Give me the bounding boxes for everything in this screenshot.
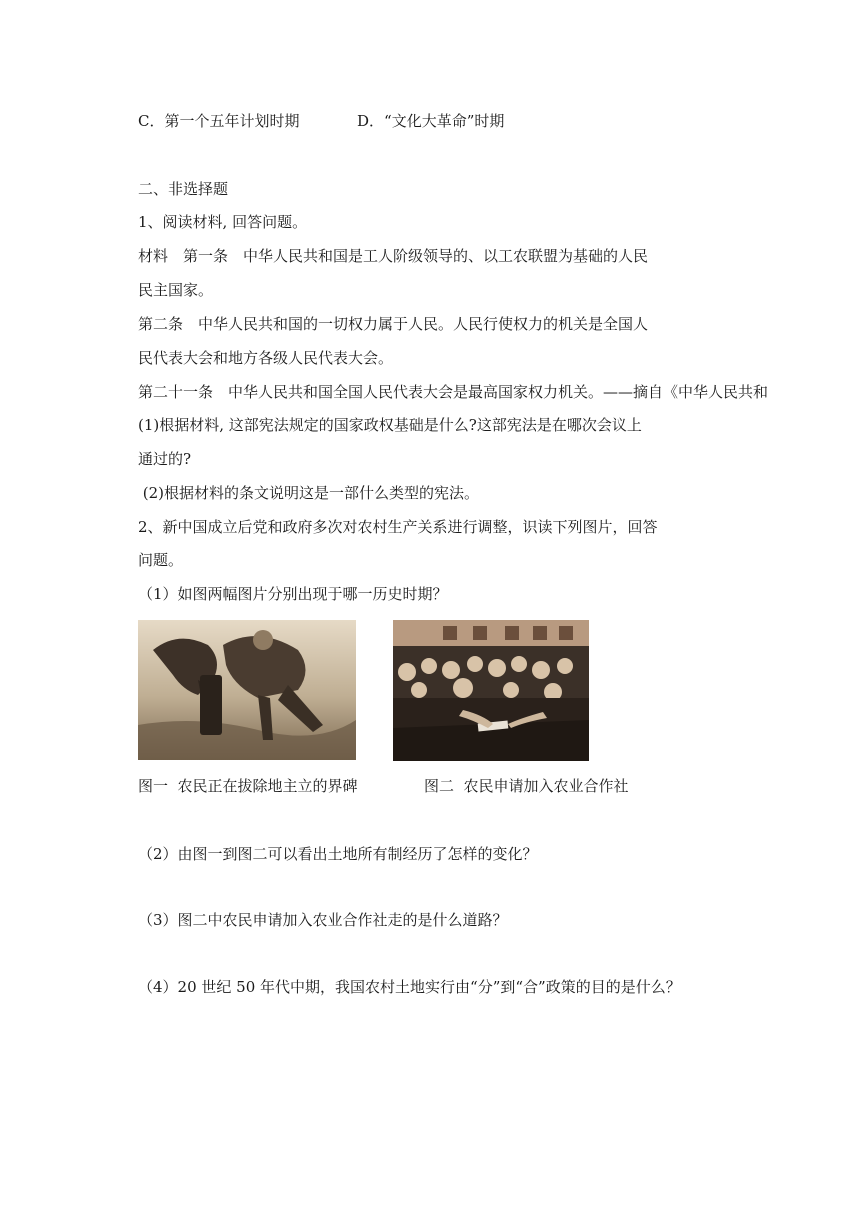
q2-intro-line1: 2、新中国成立后党和政府多次对农村生产关系进行调整，识读下列图片，回答 xyxy=(138,518,658,536)
q1-material-line2: 民主国家。 xyxy=(138,281,214,299)
caption-figure1: 图一 农民正在拔除地主立的界碑 xyxy=(138,777,358,795)
q2-intro-line2: 问题。 xyxy=(138,551,184,569)
q2-sub3: （3）图二中农民申请加入农业合作社走的是什么道路？ xyxy=(138,911,508,929)
option-c: C．第一个五年计划时期 xyxy=(138,112,300,130)
q1-material-line1: 材料 第一条 中华人民共和国是工人阶级领导的、以工农联盟为基础的人民 xyxy=(138,247,649,265)
farmers-joining-cooperative-photo xyxy=(393,620,589,761)
option-d: D．“文化大革命”时期 xyxy=(357,112,505,130)
q1-sub1-line2: 通过的? xyxy=(138,450,192,468)
section-title: 二、非选择题 xyxy=(138,180,229,198)
q2-sub4: （4）20 世纪 50 年代中期，我国农村土地实行由“分”到“合”政策的目的是什么？ xyxy=(138,978,681,996)
q1-material-line3: 第二条 中华人民共和国的一切权力属于人民。人民行使权力的机关是全国人 xyxy=(138,315,649,333)
caption-figure2: 图二 农民申请加入农业合作社 xyxy=(424,777,629,795)
farmers-removing-boundary-stone-photo xyxy=(138,620,356,760)
q2-sub1: （1）如图两幅图片分别出现于哪一历史时期？ xyxy=(138,585,448,603)
q1-material-line4: 民代表大会和地方各级人民代表大会。 xyxy=(138,349,394,367)
q1-sub2: (2)根据材料的条文说明这是一部什么类型的宪法。 xyxy=(138,484,480,502)
q1-intro: 1、阅读材料, 回答问题。 xyxy=(138,213,308,231)
q2-sub2: （2）由图一到图二可以看出土地所有制经历了怎样的变化？ xyxy=(138,845,538,863)
q1-material-line5: 第二十一条 中华人民共和国全国人民代表大会是最高国家权力机关。——摘自《中华人民共和 xyxy=(138,383,769,401)
q1-sub1-line1: (1)根据材料, 这部宪法规定的国家政权基础是什么?这部宪法是在哪次会议上 xyxy=(138,416,642,434)
